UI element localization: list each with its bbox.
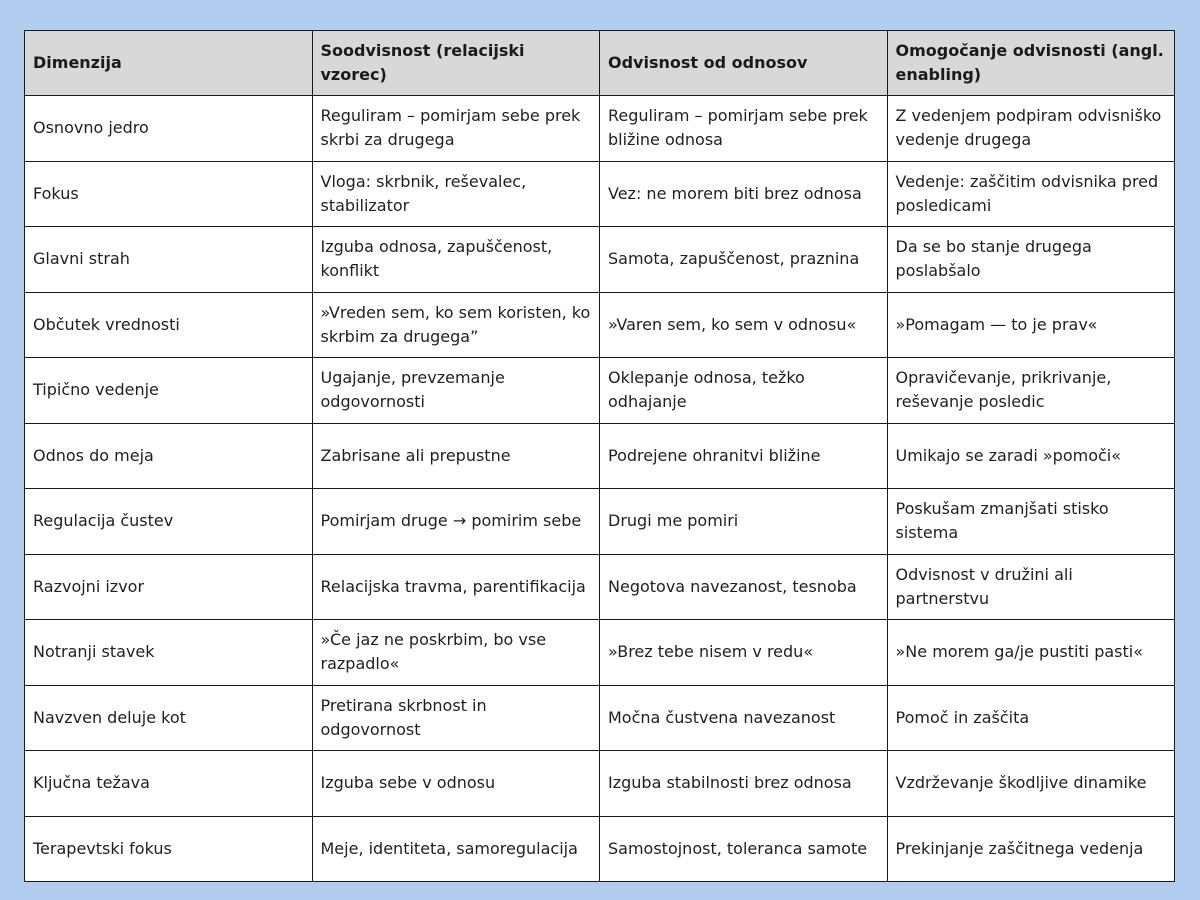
- table-row: [25, 620, 1175, 686]
- row-cell-relationship-dependency: Negotova navezanost, tesnoba: [600, 554, 888, 620]
- row-cell-dimension: Regulacija čustev: [25, 489, 313, 555]
- row-cell-codependency: »Vreden sem, ko sem koristen, ko skrbim za drugega”: [312, 292, 600, 358]
- row-cell-codependency: Reguliram – pomirjam sebe prek skrbi za drugega: [312, 96, 600, 162]
- row-cell-enabling: Poskušam zmanjšati stisko sistema: [887, 489, 1175, 555]
- header-cell-relationship-dependency: Odvisnost od odnosov: [600, 31, 888, 96]
- row-cell-codependency: Pretirana skrbnost in odgovornost: [312, 685, 600, 751]
- row-cell-enabling: Vedenje: zaščitim odvisnika pred posledicami: [887, 161, 1175, 227]
- table-row: [25, 489, 1175, 555]
- table-body: [25, 96, 1175, 882]
- table-row: [25, 685, 1175, 751]
- row-cell-dimension: Terapevtski fokus: [25, 816, 313, 882]
- row-cell-enabling: Umikajo se zaradi »pomoči«: [887, 423, 1175, 489]
- table-row: [25, 292, 1175, 358]
- row-cell-dimension: Odnos do meja: [25, 423, 313, 489]
- row-cell-enabling: Odvisnost v družini ali partnerstvu: [887, 554, 1175, 620]
- row-cell-dimension: Notranji stavek: [25, 620, 313, 686]
- row-cell-dimension: Navzven deluje kot: [25, 685, 313, 751]
- table-row: [25, 554, 1175, 620]
- table-row: [25, 423, 1175, 489]
- row-cell-dimension: Glavni strah: [25, 227, 313, 293]
- table-header: [25, 31, 1175, 96]
- table-row: [25, 358, 1175, 424]
- header-cell-enabling: Omogočanje odvisnosti (angl. enabling): [887, 31, 1175, 96]
- row-cell-dimension: Razvojni izvor: [25, 554, 313, 620]
- comparison-table-wrapper: [24, 30, 1174, 882]
- row-cell-relationship-dependency: »Brez tebe nisem v redu«: [600, 620, 888, 686]
- row-cell-dimension: Občutek vrednosti: [25, 292, 313, 358]
- table-row: [25, 751, 1175, 817]
- row-cell-codependency: Izguba odnosa, zapuščenost, konflikt: [312, 227, 600, 293]
- row-cell-enabling: Prekinjanje zaščitnega vedenja: [887, 816, 1175, 882]
- row-cell-codependency: Ugajanje, prevzemanje odgovornosti: [312, 358, 600, 424]
- row-cell-relationship-dependency: Drugi me pomiri: [600, 489, 888, 555]
- row-cell-dimension: Fokus: [25, 161, 313, 227]
- row-cell-enabling: Pomoč in zaščita: [887, 685, 1175, 751]
- row-cell-enabling: »Ne morem ga/je pustiti pasti«: [887, 620, 1175, 686]
- row-cell-relationship-dependency: »Varen sem, ko sem v odnosu«: [600, 292, 888, 358]
- table-row: [25, 227, 1175, 293]
- row-cell-relationship-dependency: Samostojnost, toleranca samote: [600, 816, 888, 882]
- row-cell-relationship-dependency: Vez: ne morem biti brez odnosa: [600, 161, 888, 227]
- row-cell-codependency: Vloga: skrbnik, reševalec, stabilizator: [312, 161, 600, 227]
- row-cell-codependency: Zabrisane ali prepustne: [312, 423, 600, 489]
- row-cell-enabling: »Pomagam — to je prav«: [887, 292, 1175, 358]
- row-cell-dimension: Osnovno jedro: [25, 96, 313, 162]
- row-cell-relationship-dependency: Samota, zapuščenost, praznina: [600, 227, 888, 293]
- row-cell-codependency: Meje, identiteta, samoregulacija: [312, 816, 600, 882]
- header-cell-dimension: Dimenzija: [25, 31, 313, 96]
- table-row: [25, 161, 1175, 227]
- header-cell-codependency: Soodvisnost (relacijski vzorec): [312, 31, 600, 96]
- row-cell-dimension: Ključna težava: [25, 751, 313, 817]
- row-cell-relationship-dependency: Reguliram – pomirjam sebe prek bližine odnosa: [600, 96, 888, 162]
- row-cell-relationship-dependency: Močna čustvena navezanost: [600, 685, 888, 751]
- row-cell-relationship-dependency: Oklepanje odnosa, težko odhajanje: [600, 358, 888, 424]
- row-cell-enabling: Vzdrževanje škodljive dinamike: [887, 751, 1175, 817]
- row-cell-codependency: »Če jaz ne poskrbim, bo vse razpadlo«: [312, 620, 600, 686]
- comparison-table: [24, 30, 1175, 882]
- row-cell-relationship-dependency: Podrejene ohranitvi bližine: [600, 423, 888, 489]
- row-cell-codependency: Pomirjam druge → pomirim sebe: [312, 489, 600, 555]
- table-row: [25, 816, 1175, 882]
- row-cell-enabling: Z vedenjem podpiram odvisniško vedenje drugega: [887, 96, 1175, 162]
- row-cell-enabling: Opravičevanje, prikrivanje, reševanje posledic: [887, 358, 1175, 424]
- row-cell-enabling: Da se bo stanje drugega poslabšalo: [887, 227, 1175, 293]
- row-cell-codependency: Relacijska travma, parentifikacija: [312, 554, 600, 620]
- row-cell-relationship-dependency: Izguba stabilnosti brez odnosa: [600, 751, 888, 817]
- row-cell-codependency: Izguba sebe v odnosu: [312, 751, 600, 817]
- row-cell-dimension: Tipično vedenje: [25, 358, 313, 424]
- table-row: [25, 96, 1175, 162]
- header-row: [25, 31, 1175, 96]
